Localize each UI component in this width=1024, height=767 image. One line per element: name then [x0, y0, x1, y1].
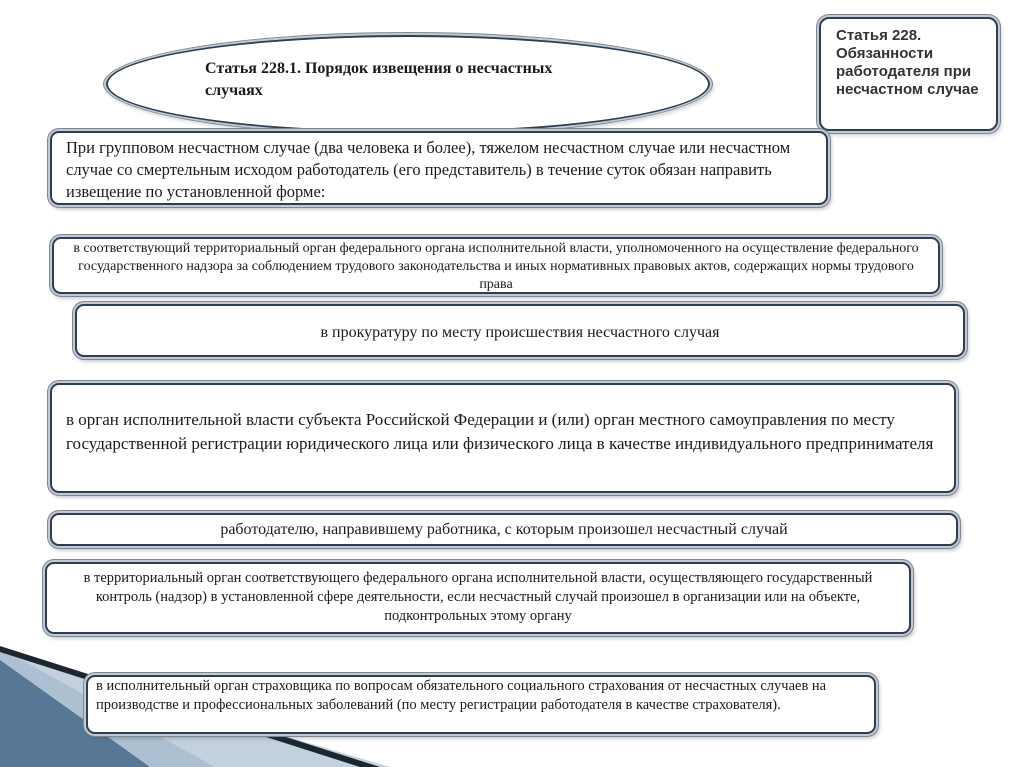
- recipient-text: в соответствующий территориальный орган федерального органа исполнительной власти, уполномоченного на осуществление федерального государственного надзора за соблюдением трудового законодательства и иных нормативных правовых актов, содержащих нормы трудового права: [73, 241, 919, 292]
- recipient-box-prosecutor: [75, 304, 965, 357]
- related-article-box: [819, 17, 998, 131]
- article-title: Статья 228.1. Порядок извещения о несчастных случаях: [205, 60, 553, 99]
- recipient-text: в исполнительный орган страховщика по вопросам обязательного социального страхования от несчастных случаев на производстве и профессиональных заболеваний (по месту регистрации работодателя в качестве страхователя).: [96, 678, 827, 713]
- intro-box: [50, 131, 828, 205]
- recipient-box-regional-authority: [50, 383, 956, 493]
- recipient-text: в территориальный орган соответствующего федерального органа исполнительной власти, осуществляющего государственный контроль (надзор) в установленной сфере деятельности, если несчастный случай произошел в организации или на объекте, подконтрольных этому органу: [83, 570, 873, 624]
- recipient-box-insurer: [86, 675, 876, 734]
- recipient-text: работодателю, направившему работника, с которым произошел несчастный случай: [220, 521, 788, 538]
- recipient-text: в прокуратуру по месту происшествия несчастного случая: [320, 324, 720, 341]
- recipient-box-employer: [50, 513, 958, 546]
- related-article-text: Статья 228. Обязанности работодателя при несчастном случае: [836, 27, 979, 98]
- article-title-oval: [106, 35, 710, 133]
- recipient-box-supervisory-authority: [45, 562, 911, 634]
- recipient-box-labor-inspection: [52, 237, 940, 294]
- recipient-text: в орган исполнительной власти субъекта Российской Федерации и (или) орган местного самоуправления по месту государственной регистрации юридического лица или физического лица в качестве индивидуального предпринимателя: [66, 410, 934, 453]
- intro-text: При групповом несчастном случае (два человека и более), тяжелом несчастном случае или несчастном случае со смертельным исходом работодатель (его представитель) в течение суток обязан направить извещение по установленной форме:: [66, 138, 791, 201]
